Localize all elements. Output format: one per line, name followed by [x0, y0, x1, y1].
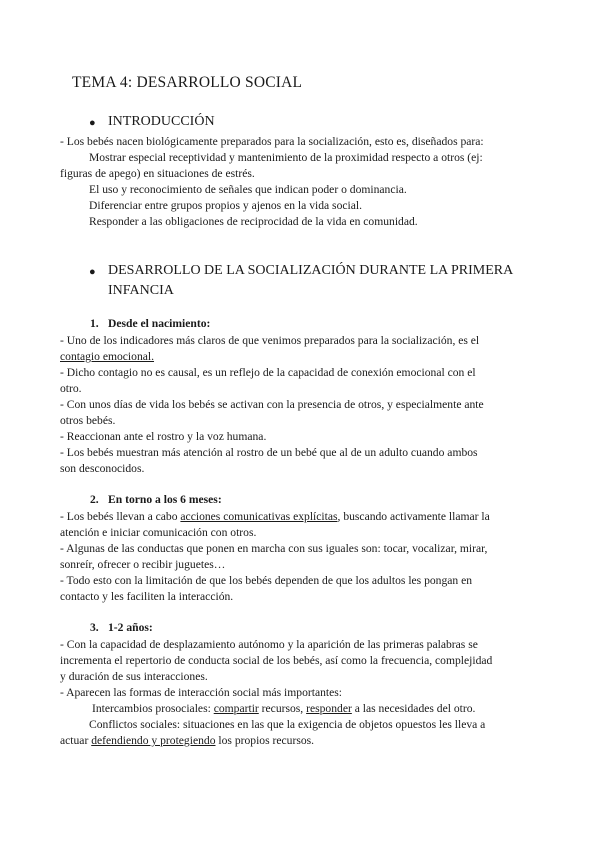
sub1-line-1: - Uno de los indicadores más claros de que venimos preparados para la socialización, es el [60, 334, 480, 347]
sub1-line-7: - Reaccionan ante el rostro y la voz humana. [60, 430, 267, 443]
intro-line-6: Responder a las obligaciones de reciprocidad de la vida en comunidad. [89, 215, 418, 228]
sub2-line-5: - Todo esto con la limitación de que los bebés dependen de que los adultos les pongan en [60, 574, 473, 587]
section-heading-introduccion: INTRODUCCIÓN [108, 114, 215, 129]
sub3-line-3: y duración de sus interacciones. [60, 670, 208, 683]
sub1-line-5: - Con unos días de vida los bebés se activan con la presencia de otros, y especialmente ante [60, 398, 484, 411]
sub2-line-2: atención e iniciar comunicación con otros. [60, 526, 257, 539]
intro-line-1: - Los bebés nacen biológicamente preparados para la socialización, esto es, diseñados para: [60, 135, 484, 148]
intro-line-2: Mostrar especial receptividad y mantenimiento de la proximidad respecto a otros (ej: [89, 151, 483, 164]
acciones-comunicativas-link[interactable]: acciones comunicativas explícitas [180, 510, 338, 523]
sub3-line-5: Intercambios prosociales: compartir recursos, responder a las necesidades del otro. [92, 702, 476, 715]
sub2-line-6: contacto y les faciliten la interacción. [60, 590, 234, 603]
sub3-line-1: - Con la capacidad de desplazamiento autónomo y la aparición de las primeras palabras se [60, 638, 478, 651]
sub2-line-1: - Los bebés llevan a cabo acciones comunicativas explícitas, buscando activamente llamar la [60, 510, 490, 523]
bullet-icon: ● [89, 266, 96, 278]
sub1-line-6: otros bebés. [60, 414, 116, 427]
sub2-line-3: - Algunas de las conductas que ponen en marcha con sus iguales son: tocar, vocalizar, mirar, [60, 542, 488, 555]
compartir-link[interactable]: compartir [213, 702, 259, 715]
sub3-title: 1-2 años: [108, 621, 153, 634]
sub3-line-4: - Aparecen las formas de interacción social más importantes: [60, 686, 343, 699]
sub3-number: 3. [90, 621, 99, 634]
sub2-title: En torno a los 6 meses: [108, 493, 222, 506]
sub3-line-2: incrementa el repertorio de conducta social de los bebés, así como la frecuencia, complejidad [60, 654, 493, 667]
intro-line-4: El uso y reconocimiento de señales que indican poder o dominancia. [89, 183, 407, 196]
page-title: TEMA 4: DESARROLLO SOCIAL [72, 74, 303, 91]
contagio-emocional-link[interactable]: contagio emocional. [60, 350, 155, 363]
intro-line-5: Diferenciar entre grupos propios y ajenos en la vida social. [89, 199, 363, 212]
responder-link[interactable]: responder [306, 702, 352, 715]
sub1-title: Desde el nacimiento: [108, 317, 211, 330]
sub1-line-4: otro. [60, 382, 82, 395]
sub1-line-9: son desconocidos. [60, 462, 145, 475]
sub1-number: 1. [90, 317, 99, 330]
sub2-number: 2. [90, 493, 99, 506]
intro-line-3: figuras de apego) en situaciones de estrés. [60, 167, 255, 180]
bullet-icon: ● [89, 117, 96, 129]
sub1-line-2 [60, 349, 532, 366]
sub1-line-3: - Dicho contagio no es causal, es un reflejo de la capacidad de conexión emocional con el [60, 366, 476, 379]
sub2-line-4: sonreír, ofrecer o recibir juguetes… [60, 558, 226, 571]
sub1-line-8: - Los bebés muestran más atención al rostro de un bebé que al de un adulto cuando ambos [60, 446, 478, 459]
sub3-line-6: Conflictos sociales: situaciones en las que la exigencia de objetos opuestos les lleva a [89, 718, 486, 731]
sub3-line-7: actuar defendiendo y protegiendo los propios recursos. [60, 734, 315, 747]
defendiendo-protegiendo-link[interactable]: defendiendo y protegiendo [91, 734, 216, 747]
section-heading-desarrollo-l2: INFANCIA [108, 283, 174, 298]
section-heading-desarrollo-l1: DESARROLLO DE LA SOCIALIZACIÓN DURANTE LA PRIMERA [108, 263, 514, 278]
